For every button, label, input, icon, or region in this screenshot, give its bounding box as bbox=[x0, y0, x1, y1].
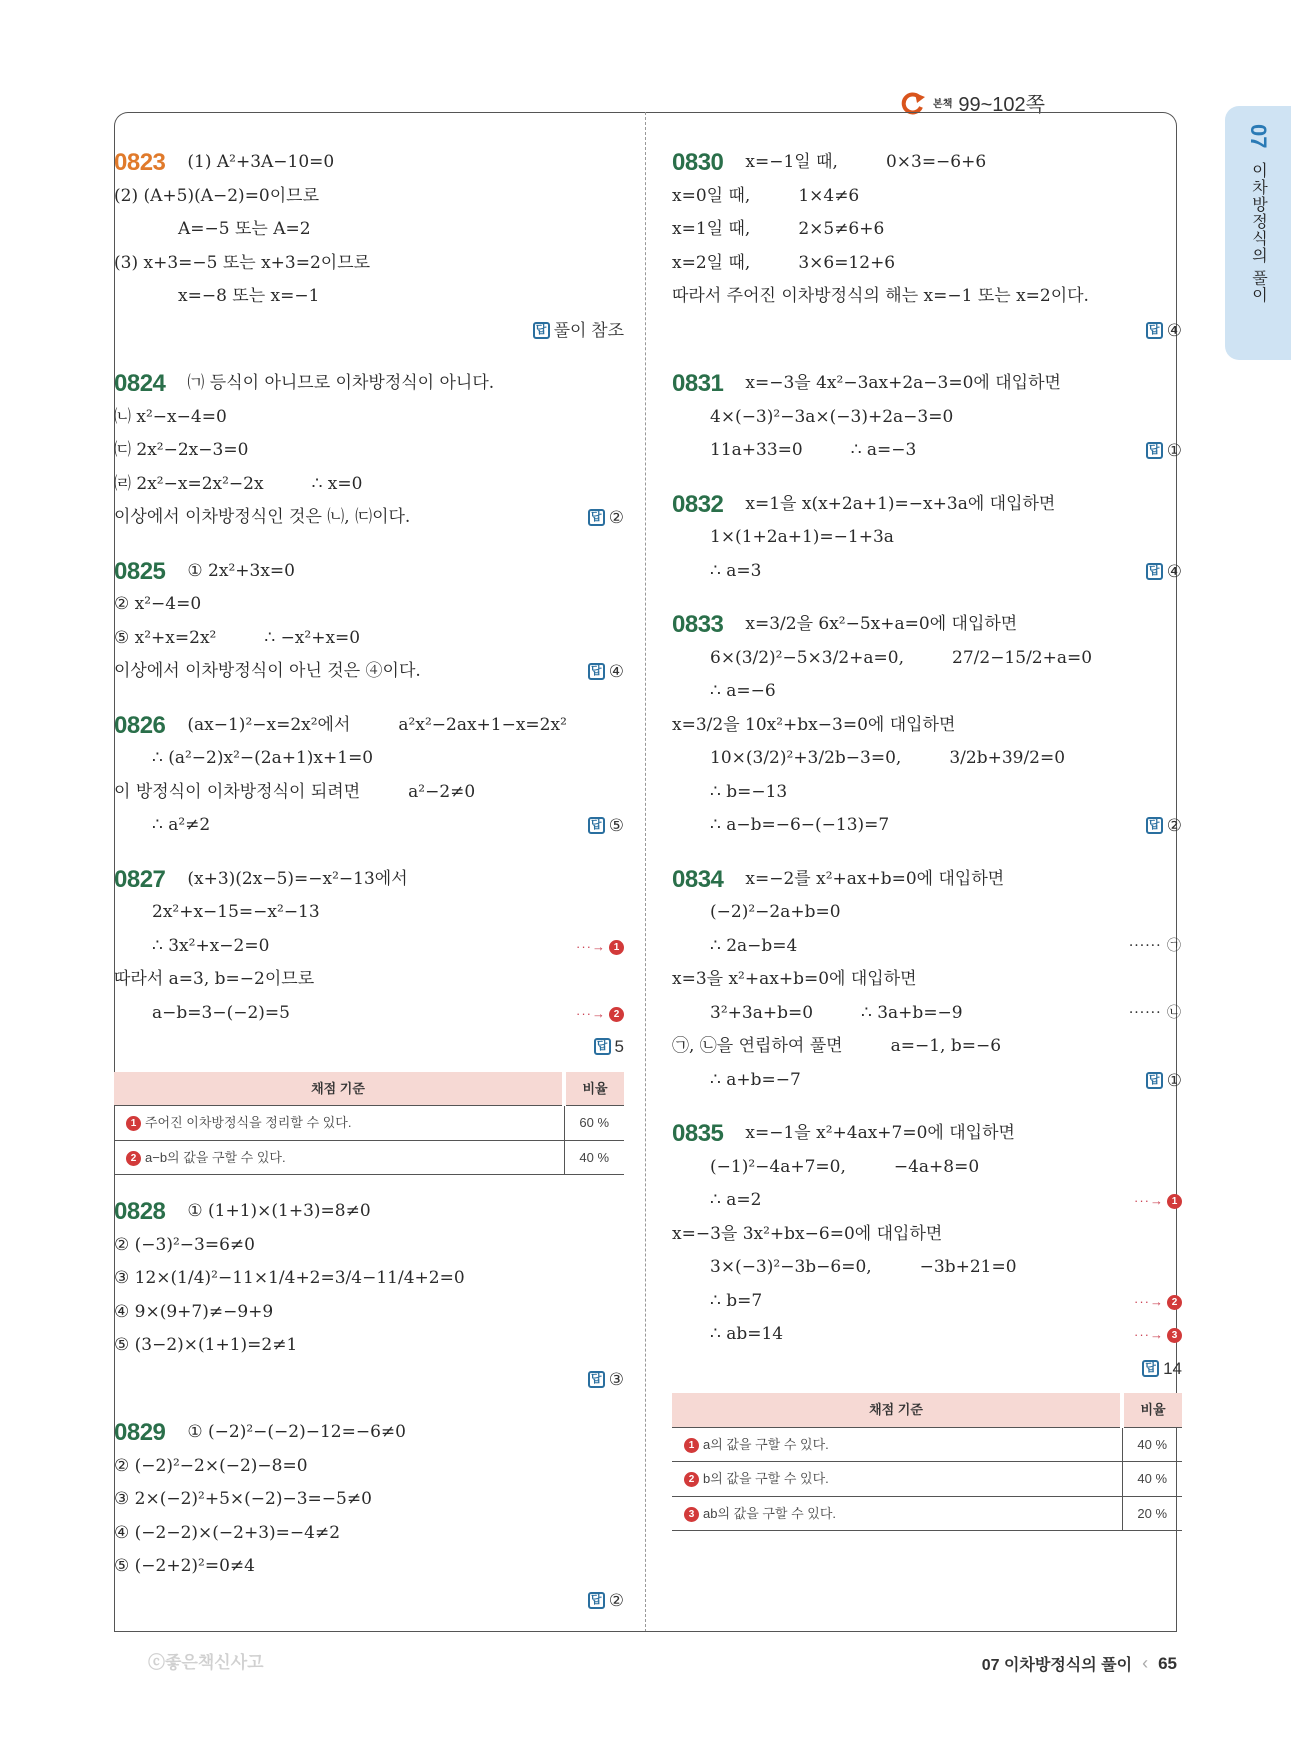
answer-icon: 답 bbox=[588, 663, 605, 680]
solution-text: a−b=3−(−2)=5 bbox=[152, 1002, 290, 1023]
solution-line bbox=[114, 146, 624, 180]
solution-line bbox=[672, 675, 1182, 709]
answer-value: ② bbox=[608, 1590, 624, 1610]
step-marker bbox=[1134, 1184, 1182, 1218]
publisher-mark: ⓒ좋은책신사고 bbox=[148, 1653, 264, 1672]
page-number: 65 bbox=[1158, 1653, 1177, 1673]
answer-value: ① bbox=[1166, 441, 1182, 460]
chapter-tab[interactable] bbox=[1225, 106, 1291, 360]
solution-line bbox=[114, 1550, 624, 1584]
criteria-row bbox=[114, 1140, 624, 1175]
grading-criteria-table bbox=[114, 1072, 624, 1176]
solution-text-aside: 1×4≠6 bbox=[798, 185, 860, 206]
solution-line bbox=[114, 1483, 624, 1517]
solution-line bbox=[672, 521, 1182, 555]
solution-line bbox=[114, 1262, 624, 1296]
answer-icon: 답 bbox=[533, 322, 550, 339]
solution-text-aside: a=−1, b=−6 bbox=[890, 1036, 1002, 1056]
answer bbox=[588, 1584, 624, 1618]
solution-line bbox=[672, 280, 1182, 314]
problem-number: 0829 bbox=[114, 1419, 166, 1446]
solution-text-aside: a²−2≠0 bbox=[408, 781, 476, 802]
solution-text: ③ 12×(1/4)²−11×1/4+2=3/4−11/4+2=0 bbox=[114, 1268, 465, 1288]
solution-line bbox=[114, 247, 624, 281]
step-number: 2 bbox=[1167, 1295, 1182, 1310]
answer bbox=[588, 501, 624, 535]
solution-text: x=2일 때, bbox=[672, 252, 751, 273]
arrow-icon: ···→ bbox=[1134, 1327, 1164, 1342]
solution-line bbox=[114, 213, 624, 247]
answer bbox=[1146, 434, 1182, 468]
solution-line bbox=[114, 434, 624, 468]
problem-0826 bbox=[114, 709, 624, 843]
answer-icon: 답 bbox=[588, 1592, 605, 1609]
step-number: 2 bbox=[126, 1151, 141, 1166]
solution-text-aside: 3/2b+39/2=0 bbox=[949, 748, 1066, 768]
solution-text: ② (−2)²−2×(−2)−8=0 bbox=[114, 1455, 308, 1476]
step-marker bbox=[1134, 1285, 1182, 1319]
solution-line bbox=[114, 930, 624, 964]
solution-text: ㉠, ㉡을 연립하여 풀면 bbox=[672, 1036, 843, 1056]
equation-label: ······ ㉠ bbox=[1128, 937, 1182, 954]
solution-line bbox=[672, 608, 1182, 642]
problem-0823 bbox=[114, 146, 624, 347]
solution-text: ∴ 3x²+x−2=0 bbox=[152, 935, 270, 956]
step-number: 1 bbox=[126, 1116, 141, 1131]
solution-text: x=−2를 x²+ax+b=0에 대입하면 bbox=[745, 868, 1005, 889]
solution-line bbox=[672, 863, 1182, 897]
solution-text: (3) x+3=−5 또는 x+3=2이므로 bbox=[114, 252, 371, 273]
solution-line bbox=[672, 367, 1182, 401]
answer-icon: 답 bbox=[1146, 1072, 1163, 1089]
grading-criteria-table bbox=[672, 1393, 1182, 1531]
solution-text: (−1)²−4a+7=0, bbox=[710, 1156, 846, 1177]
arrow-icon: ···→ bbox=[1134, 1193, 1164, 1208]
solution-text: (ax−1)²−x=2x²에서 bbox=[187, 714, 351, 735]
solution-line bbox=[114, 997, 624, 1031]
solution-line bbox=[672, 555, 1182, 589]
problem-number: 0834 bbox=[672, 865, 724, 893]
answer bbox=[588, 1363, 624, 1397]
answer-line bbox=[114, 314, 624, 348]
arrow-icon: ···→ bbox=[1134, 1293, 1164, 1309]
answer-icon: 답 bbox=[588, 1371, 605, 1388]
solution-text: x=3을 x²+ax+b=0에 대입하면 bbox=[672, 969, 917, 989]
solution-text: ② x²−4=0 bbox=[114, 594, 202, 614]
arrow-icon: ···→ bbox=[576, 938, 606, 954]
criteria-description: a의 값을 구할 수 있다. bbox=[703, 1436, 829, 1452]
solution-text: ∴ (a²−2)x²−(2a+1)x+1=0 bbox=[152, 748, 374, 768]
solution-line bbox=[672, 896, 1182, 930]
solution-line bbox=[114, 588, 624, 622]
reference-pages: 99~102쪽 bbox=[958, 94, 1045, 116]
problem-0835 bbox=[672, 1117, 1182, 1531]
solution-line bbox=[672, 997, 1182, 1031]
solution-line bbox=[672, 1151, 1182, 1185]
solution-text: ㈁ x²−x−4=0 bbox=[114, 406, 227, 427]
solution-text: ⑤ (3−2)×(1+1)=2≠1 bbox=[114, 1335, 298, 1355]
solution-line bbox=[114, 1296, 624, 1330]
criteria-description: ab의 값을 구할 수 있다. bbox=[703, 1505, 836, 1521]
footer-rule bbox=[114, 1631, 1177, 1632]
criteria-text bbox=[672, 1462, 1122, 1497]
equation-label: ······ ㉡ bbox=[1128, 1004, 1182, 1021]
problem-0827 bbox=[114, 863, 624, 1176]
problem-number: 0833 bbox=[672, 611, 724, 638]
problem-0832 bbox=[672, 488, 1182, 589]
solution-line bbox=[672, 1218, 1182, 1252]
solution-line bbox=[114, 401, 624, 435]
step-number: 1 bbox=[684, 1438, 699, 1453]
solution-text: ㈃ 2x²−x=2x²−2x bbox=[114, 473, 264, 494]
problem-number: 0832 bbox=[672, 490, 724, 518]
solution-line bbox=[114, 776, 624, 810]
solution-text: ㈀ 등식이 아니므로 이차방정식이 아니다. bbox=[187, 373, 495, 393]
solution-text: ④ 9×(9+7)≠−9+9 bbox=[114, 1301, 274, 1322]
solution-text: 3²+3a+b=0 bbox=[710, 1002, 814, 1023]
answer bbox=[1146, 809, 1182, 843]
solution-line bbox=[114, 963, 624, 997]
solution-text: x=3/2을 10x²+bx−3=0에 대입하면 bbox=[672, 714, 956, 735]
solution-line bbox=[114, 742, 624, 776]
solution-text: 1×(1+2a+1)=−1+3a bbox=[710, 527, 894, 547]
problem-number: 0827 bbox=[114, 865, 166, 893]
solution-line bbox=[114, 280, 624, 314]
solution-text: x=1을 x(x+2a+1)=−x+3a에 대입하면 bbox=[745, 493, 1056, 514]
answer bbox=[1142, 1352, 1182, 1386]
column-divider bbox=[645, 112, 646, 1632]
solution-text: ∴ b=−13 bbox=[710, 781, 788, 802]
problem-number: 0830 bbox=[672, 149, 724, 176]
answer-icon: 답 bbox=[1146, 442, 1163, 459]
answer-value: 5 bbox=[614, 1037, 624, 1056]
solution-line bbox=[114, 367, 624, 401]
solution-text: (x+3)(2x−5)=−x²−13에서 bbox=[187, 868, 408, 889]
solution-line bbox=[672, 1064, 1182, 1098]
solution-line bbox=[672, 776, 1182, 810]
answer-icon: 답 bbox=[588, 817, 605, 834]
solution-text-aside: 2×5≠6+6 bbox=[798, 219, 885, 239]
answer bbox=[1146, 555, 1182, 589]
solution-line bbox=[672, 247, 1182, 281]
solution-text-aside: ∴ a=−3 bbox=[850, 440, 917, 460]
solution-text: ② (−3)²−3=6≠0 bbox=[114, 1234, 255, 1255]
answer-value: ④ bbox=[608, 662, 624, 681]
left-column bbox=[114, 146, 624, 1637]
step-marker bbox=[576, 930, 624, 964]
solution-text: ∴ 2a−b=4 bbox=[710, 935, 798, 956]
step-number: 1 bbox=[1167, 1194, 1182, 1209]
answer bbox=[1146, 314, 1182, 348]
solution-line bbox=[672, 742, 1182, 776]
solution-text: x=3/2을 6x²−5x+a=0에 대입하면 bbox=[745, 614, 1018, 634]
solution-line bbox=[672, 1251, 1182, 1285]
answer-line bbox=[114, 1584, 624, 1618]
answer-icon: 답 bbox=[1146, 322, 1163, 339]
solution-line bbox=[114, 555, 624, 589]
solution-text: (1) A²+3A−10=0 bbox=[187, 152, 335, 172]
solution-line bbox=[672, 180, 1182, 214]
solution-text: ⑤ (−2+2)²=0≠4 bbox=[114, 1556, 255, 1576]
solution-text-aside: ∴ 3a+b=−9 bbox=[861, 1002, 963, 1023]
solution-line bbox=[114, 655, 624, 689]
problem-number: 0835 bbox=[672, 1120, 724, 1147]
answer-icon: 답 bbox=[1146, 817, 1163, 834]
solution-line bbox=[114, 468, 624, 502]
step-number: 3 bbox=[1167, 1328, 1182, 1343]
answer-line bbox=[114, 1030, 624, 1064]
solution-line bbox=[114, 1517, 624, 1551]
solution-text: ㈂ 2x²−2x−3=0 bbox=[114, 440, 249, 460]
problem-0830 bbox=[672, 146, 1182, 347]
solution-text: A=−5 또는 A=2 bbox=[178, 219, 311, 239]
solution-text: x=0일 때, bbox=[672, 185, 751, 206]
criteria-header: 채점 기준 bbox=[114, 1072, 564, 1106]
solution-line bbox=[672, 1117, 1182, 1151]
solution-line bbox=[672, 434, 1182, 468]
solution-text-aside: ∴ −x²+x=0 bbox=[264, 627, 361, 648]
criteria-ratio: 60 % bbox=[564, 1106, 624, 1141]
solution-line bbox=[114, 1195, 624, 1229]
right-column bbox=[672, 146, 1182, 1551]
solution-line bbox=[672, 930, 1182, 964]
solution-text: ⑤ x²+x=2x² bbox=[114, 627, 217, 648]
solution-text: (−2)²−2a+b=0 bbox=[710, 902, 841, 922]
answer-line bbox=[672, 1352, 1182, 1386]
solution-text: 따라서 주어진 이차방정식의 해는 x=−1 또는 x=2이다. bbox=[672, 286, 1089, 306]
answer-value: ② bbox=[608, 508, 624, 527]
answer bbox=[594, 1030, 624, 1064]
criteria-ratio: 40 % bbox=[564, 1140, 624, 1175]
footer-chapter: 07 이차방정식의 풀이 bbox=[981, 1657, 1133, 1674]
solution-line bbox=[114, 180, 624, 214]
step-number: 2 bbox=[609, 1007, 624, 1022]
step-number: 2 bbox=[684, 1472, 699, 1487]
solution-text: 이상에서 이차방정식이 아닌 것은 ④이다. bbox=[114, 661, 421, 681]
solution-line bbox=[672, 213, 1182, 247]
answer-icon: 답 bbox=[588, 509, 605, 526]
solution-text: ∴ b=7 bbox=[710, 1290, 763, 1311]
step-number: 1 bbox=[609, 940, 624, 955]
solution-line bbox=[672, 642, 1182, 676]
criteria-text bbox=[672, 1496, 1122, 1531]
solution-text: x=−1일 때, bbox=[745, 152, 838, 172]
solution-line bbox=[114, 622, 624, 656]
step-marker bbox=[576, 997, 624, 1031]
solution-text: ① (−2)²−(−2)−12=−6≠0 bbox=[187, 1422, 406, 1442]
solution-line bbox=[672, 488, 1182, 522]
solution-line bbox=[114, 1450, 624, 1484]
problem-0833 bbox=[672, 608, 1182, 843]
solution-line bbox=[672, 709, 1182, 743]
footer-page-info bbox=[982, 1652, 1177, 1675]
criteria-text bbox=[672, 1427, 1122, 1462]
solution-line bbox=[672, 963, 1182, 997]
answer-value: ② bbox=[1166, 816, 1182, 835]
solution-line bbox=[672, 1318, 1182, 1352]
criteria-ratio: 20 % bbox=[1122, 1496, 1182, 1531]
chapter-tab-number: 07 bbox=[1246, 124, 1271, 149]
solution-line bbox=[672, 146, 1182, 180]
solution-text: 11a+33=0 bbox=[710, 440, 803, 460]
answer bbox=[1146, 1064, 1182, 1098]
solution-text: 4×(−3)²−3a×(−3)+2a−3=0 bbox=[710, 406, 954, 427]
solution-text: ③ 2×(−2)²+5×(−2)−3=−5≠0 bbox=[114, 1489, 372, 1509]
solution-text: x=−3을 3x²+bx−6=0에 대입하면 bbox=[672, 1223, 943, 1244]
solution-text: ④ (−2−2)×(−2+3)=−4≠2 bbox=[114, 1522, 341, 1543]
problem-0828 bbox=[114, 1195, 624, 1396]
solution-line bbox=[672, 1030, 1182, 1064]
problem-number: 0828 bbox=[114, 1198, 166, 1225]
answer-line bbox=[672, 314, 1182, 348]
criteria-description: a−b의 값을 구할 수 있다. bbox=[145, 1149, 286, 1165]
step-number: 3 bbox=[684, 1507, 699, 1522]
solution-text-aside: a²x²−2ax+1−x=2x² bbox=[398, 714, 567, 735]
solution-text: ∴ a−b=−6−(−13)=7 bbox=[710, 815, 890, 835]
problem-number: 0826 bbox=[114, 711, 166, 739]
criteria-ratio: 40 % bbox=[1122, 1427, 1182, 1462]
solution-text: ∴ a=3 bbox=[710, 560, 762, 581]
solution-line bbox=[114, 863, 624, 897]
solution-line bbox=[672, 1285, 1182, 1319]
solution-line bbox=[672, 401, 1182, 435]
answer bbox=[588, 809, 624, 843]
answer-value: ③ bbox=[608, 1369, 624, 1389]
solution-line bbox=[114, 809, 624, 843]
problem-0831 bbox=[672, 367, 1182, 468]
problem-0824 bbox=[114, 367, 624, 535]
solution-text: x=1일 때, bbox=[672, 219, 751, 239]
criteria-row bbox=[672, 1427, 1182, 1462]
solution-text: x=−3을 4x²−3ax+2a−3=0에 대입하면 bbox=[745, 373, 1061, 393]
problem-0834 bbox=[672, 863, 1182, 1098]
solution-text-aside: ∴ x=0 bbox=[311, 473, 363, 494]
criteria-ratio: 40 % bbox=[1122, 1462, 1182, 1497]
solution-text: 6×(3/2)²−5×3/2+a=0, bbox=[710, 647, 905, 668]
solution-line bbox=[672, 1184, 1182, 1218]
answer-value: ① bbox=[1166, 1070, 1182, 1090]
solution-line bbox=[114, 896, 624, 930]
solution-text: ① (1+1)×(1+3)=8≠0 bbox=[187, 1201, 371, 1221]
answer-icon: 답 bbox=[1146, 563, 1163, 580]
solution-text: ∴ a=−6 bbox=[710, 681, 776, 701]
problem-number: 0831 bbox=[672, 370, 724, 397]
solution-text: ∴ ab=14 bbox=[710, 1324, 784, 1344]
arrow-icon: ···→ bbox=[576, 1005, 606, 1021]
solution-line bbox=[114, 709, 624, 743]
solution-text-aside: 27/2−15/2+a=0 bbox=[952, 647, 1093, 668]
solution-text: ∴ a²≠2 bbox=[152, 815, 211, 835]
answer-icon: 답 bbox=[594, 1038, 611, 1055]
answer-line bbox=[114, 1363, 624, 1397]
criteria-row bbox=[672, 1462, 1182, 1497]
criteria-description: 주어진 이차방정식을 정리할 수 있다. bbox=[145, 1115, 352, 1130]
solution-text: ① 2x²+3x=0 bbox=[187, 560, 295, 581]
criteria-description: b의 값을 구할 수 있다. bbox=[703, 1471, 829, 1486]
ratio-header: 비율 bbox=[564, 1072, 624, 1106]
step-marker bbox=[1134, 1318, 1182, 1352]
problem-number: 0825 bbox=[114, 557, 166, 585]
solution-text-aside: 0×3=−6+6 bbox=[885, 152, 987, 172]
solution-text: ∴ a=2 bbox=[710, 1190, 762, 1210]
return-arrow-icon bbox=[899, 91, 927, 115]
solution-text: 10×(3/2)²+3/2b−3=0, bbox=[710, 748, 902, 768]
solution-text-aside: −3b+21=0 bbox=[919, 1257, 1017, 1277]
solution-text: 3×(−3)²−3b−6=0, bbox=[710, 1257, 872, 1277]
answer-value: ⑤ bbox=[608, 816, 624, 835]
criteria-text bbox=[114, 1140, 564, 1175]
chapter-tab-title: 이차방정식의 풀이 bbox=[1249, 162, 1267, 304]
answer-value: 14 bbox=[1163, 1358, 1182, 1378]
problem-0829 bbox=[114, 1416, 624, 1617]
answer-value: 풀이 참조 bbox=[553, 320, 624, 340]
solution-text: (2) (A+5)(A−2)=0이므로 bbox=[114, 185, 320, 206]
chevron-left-icon: ‹ bbox=[1142, 1653, 1149, 1673]
reference-label: 본책 bbox=[933, 99, 953, 110]
answer-value: ④ bbox=[1166, 320, 1182, 340]
solution-line bbox=[672, 809, 1182, 843]
solution-text: 이 방정식이 이차방정식이 되려면 bbox=[114, 781, 361, 802]
answer bbox=[588, 655, 624, 689]
criteria-header: 채점 기준 bbox=[672, 1393, 1122, 1427]
answer-icon: 답 bbox=[1142, 1360, 1159, 1377]
problem-number: 0824 bbox=[114, 370, 166, 397]
answer bbox=[533, 314, 624, 348]
solution-text: 2x²+x−15=−x²−13 bbox=[152, 902, 320, 922]
solution-line bbox=[114, 1229, 624, 1263]
solution-line bbox=[114, 1329, 624, 1363]
answer-value: ④ bbox=[1166, 561, 1182, 581]
solution-text-aside: −4a+8=0 bbox=[893, 1156, 980, 1177]
criteria-row bbox=[114, 1106, 624, 1141]
solution-text: x=−8 또는 x=−1 bbox=[178, 286, 320, 306]
criteria-row bbox=[672, 1496, 1182, 1531]
problem-0825 bbox=[114, 555, 624, 689]
problem-number: 0823 bbox=[114, 149, 166, 176]
solution-line bbox=[114, 1416, 624, 1450]
ratio-header: 비율 bbox=[1122, 1393, 1182, 1427]
solution-text: 따라서 a=3, b=−2이므로 bbox=[114, 969, 315, 989]
solution-text: x=−1을 x²+4ax+7=0에 대입하면 bbox=[745, 1123, 1015, 1143]
solution-text-aside: 3×6=12+6 bbox=[798, 252, 896, 273]
solution-text: ∴ a+b=−7 bbox=[710, 1069, 801, 1090]
criteria-text bbox=[114, 1106, 564, 1141]
solution-line bbox=[114, 501, 624, 535]
solution-text: 이상에서 이차방정식인 것은 ㈁, ㈂이다. bbox=[114, 507, 411, 527]
